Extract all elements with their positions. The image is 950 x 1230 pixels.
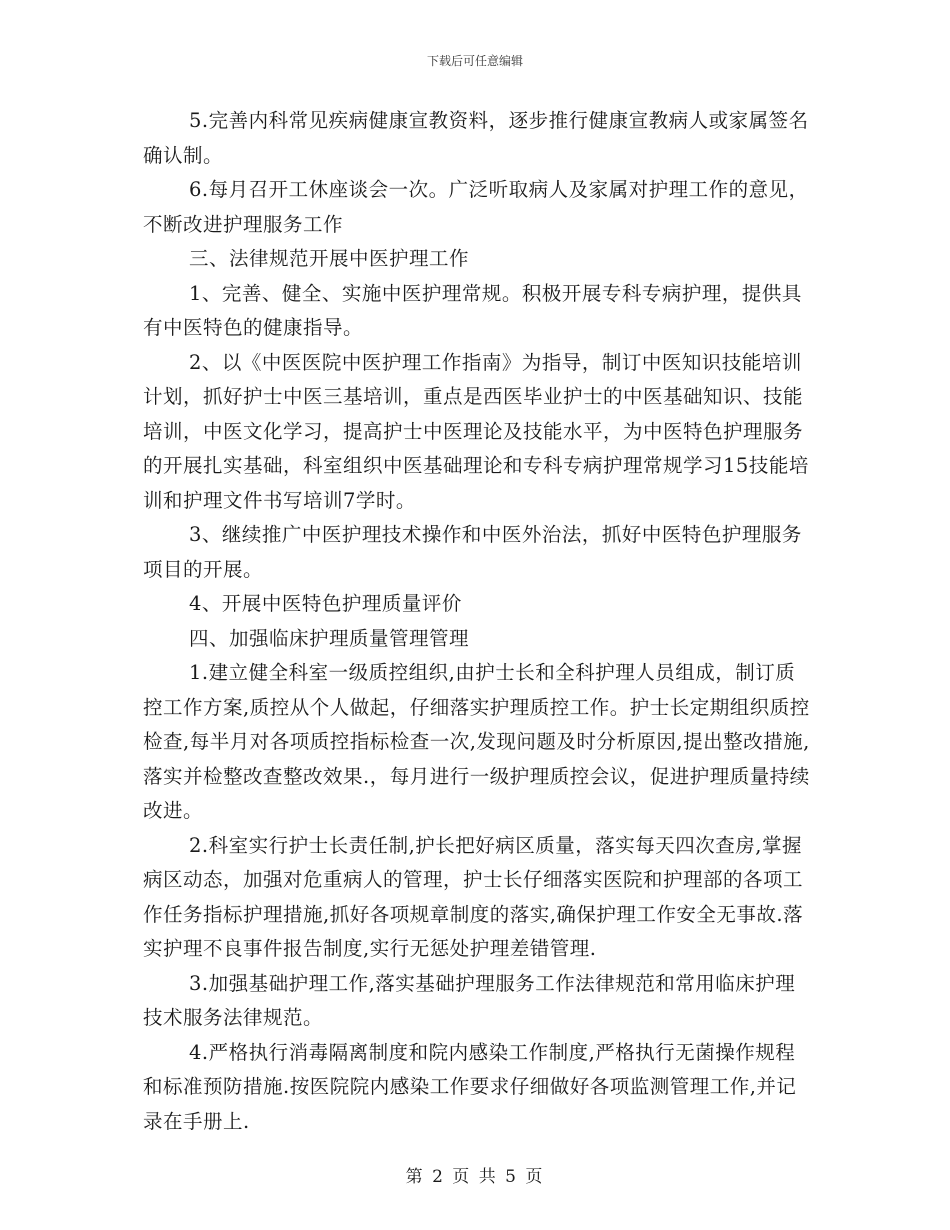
paragraph: 6.每月召开工休座谈会一次。广泛听取病人及家属对护理工作的意见，不断改进护理服务工作 — [143, 178, 809, 236]
paragraph: 4、开展中医特色护理质量评价 — [189, 592, 462, 615]
page-number: 第 2 页 共 5 页 — [405, 1167, 545, 1187]
paragraph: 3、继续推广中医护理技术操作和中医外治法，抓好中医特色护理服务项目的开展。 — [143, 523, 802, 581]
paragraph: 2、以《中医医院中医护理工作指南》为指导，制订中医知识技能培训计划，抓好护士中医三基培训，重点是西医毕业护士的中医基础知识、技能培训，中医文化学习，提高护士中医理论及技能水平，为中医特色护理服务的开展扎实基础，科室组织中医基础理论和专科专病护理常规学习15技能培训和护理文件书写培训7学时。 — [143, 350, 809, 512]
paragraph: 1、完善、健全、实施中医护理常规。积极开展专科专病护理，提供具有中医特色的健康指导。 — [143, 281, 802, 339]
document-body — [143, 104, 813, 1139]
section-heading: 四、加强临床护理质量管理管理 — [189, 626, 470, 650]
section-heading: 三、法律规范开展中医护理工作 — [189, 247, 470, 270]
paragraph: 4.严格执行消毒隔离制度和院内感染工作制度,严格执行无菌操作规程和标准预防措施.按医院院内感染工作要求仔细做好各项监测管理工作,并记录在手册上. — [143, 1040, 797, 1133]
paragraph: 3.加强基础护理工作,落实基础护理服务工作法律规范和常用临床护理技术服务法律规范。 — [143, 971, 796, 1029]
paragraph: 2.科室实行护士长责任制,护长把好病区质量，落实每天四次查房,掌握病区动态，加强对危重病人的管理，护士长仔细落实医院和护理部的各项工作任务指标护理措施,抓好各项规章制度的落实,确保护理工作安全无事故.落实护理不良事件报告制度,实行无惩处护理差错管理. — [143, 833, 804, 960]
paragraph: 5.完善内科常见疾病健康宣教资料，逐步推行健康宣教病人或家属签名确认制。 — [143, 109, 809, 167]
page-header: 下载后可任意编辑 — [426, 54, 523, 68]
paragraph: 1.建立健全科室一级质控组织,由护士长和全科护理人员组成，制订质控工作方案,质控从个人做起，仔细落实护理质控工作。护士长定期组织质控检查,每半月对各项质控指标检查一次,发现问题及时分析原因,提出整改措施,落实并检整改查整改效果.，每月进行一级护理质控会议，促进护理质量持续改进。 — [143, 661, 810, 822]
